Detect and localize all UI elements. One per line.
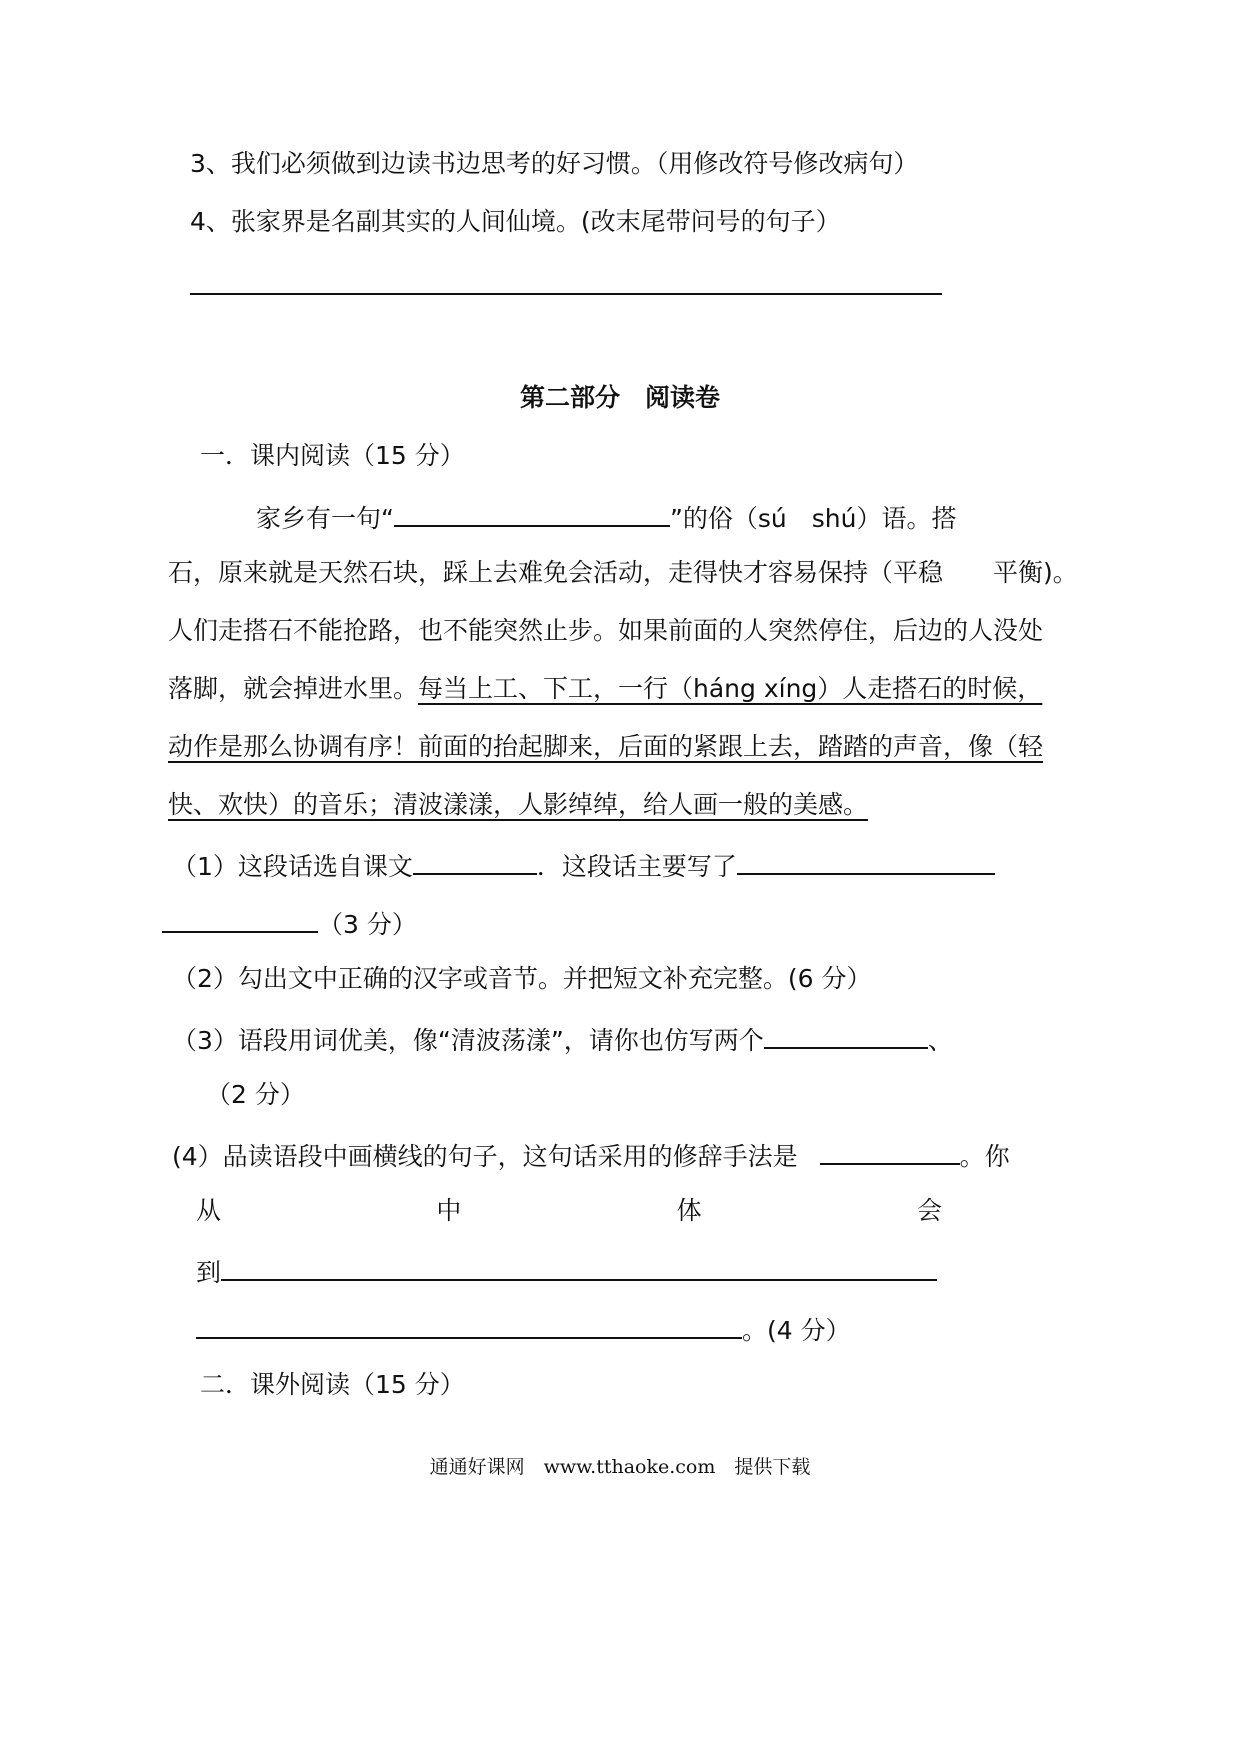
passage-line-4 [168,673,1042,705]
section-1-heading: 一．课内阅读（15 分） [200,441,465,470]
passage-text: 落脚，就会掉进水里。 [168,674,419,703]
sub-question-3-score: （2 分） [206,1080,305,1109]
fill-blank[interactable] [413,847,537,875]
score: （3 分） [318,910,417,939]
passage-line-1 [256,499,957,535]
passage-text: ”的俗（sú shú）语。搭 [669,504,957,533]
spread-char: 从 [196,1196,222,1225]
spread-char: 中 [436,1196,462,1225]
fill-blank[interactable] [737,847,995,875]
sub-question-4-spread [196,1195,942,1227]
fill-blank[interactable] [196,1311,742,1339]
spread-char: 体 [676,1196,702,1225]
sub-question-1-cont [162,905,417,941]
spread-char: 会 [916,1196,942,1225]
sub-question-4 [172,1137,1010,1173]
passage-text: 家乡有一句“ [256,504,394,533]
question-text: 、 [927,1026,953,1055]
question-text: 到 [196,1258,222,1287]
question-text: （3）语段用词优美，像“清波荡漾”，请你也仿写两个 [172,1026,764,1055]
question-text: ．这段话主要写了 [536,852,737,881]
fill-blank[interactable] [162,905,318,933]
passage-line-5: 动作是那么协调有序！前面的抬起脚来，后面的紧跟上去，踏踏的声音，像（轻 [168,732,1044,761]
part-title: 第二部分 阅读卷 [519,383,720,412]
passage-line-3: 人们走搭石不能抢路，也不能突然止步。如果前面的人突然停住，后边的人没处 [168,616,1044,645]
sub-question-4-answer-1 [196,1253,937,1289]
page-footer: 通通好课网 www.tthaoke.com 提供下载 [429,1456,811,1478]
question-text: (4）品读语段中画横线的句子，这句话采用的修辞手法是 [172,1142,798,1171]
question-text: 。你 [959,1142,1010,1171]
fill-blank[interactable] [764,1021,928,1049]
sub-question-1 [172,847,995,883]
passage-line-2: 石，原来就是天然石块，踩上去难免会活动，走得快才容易保持（平稳 平衡)。 [168,558,1078,587]
fill-blank[interactable] [221,1253,937,1281]
fill-blank[interactable] [820,1137,960,1165]
fill-blank[interactable] [394,499,670,527]
passage-line-6: 快、欢快）的音乐；清波漾漾，人影绰绰，给人画一般的美感。 [168,790,869,819]
answer-line [190,293,942,295]
section-2-heading: 二．课外阅读（15 分） [200,1370,465,1399]
underlined-sentence: 每当上工、下工，一行（háng xíng）人走搭石的时候， [418,674,1043,703]
sub-question-4-answer-2 [196,1311,851,1347]
sub-question-2: （2）勾出文中正确的汉字或音节。并把短文补充完整。(6 分） [172,964,872,993]
question-4: 4、张家界是名副其实的人间仙境。(改末尾带问号的句子） [190,207,841,236]
question-text: （1）这段话选自课文 [172,852,413,881]
question-3: 3、我们必须做到边读书边思考的好习惯。（用修改符号修改病句） [190,149,919,178]
score: 。(4 分） [742,1316,851,1345]
sub-question-3 [172,1021,953,1057]
